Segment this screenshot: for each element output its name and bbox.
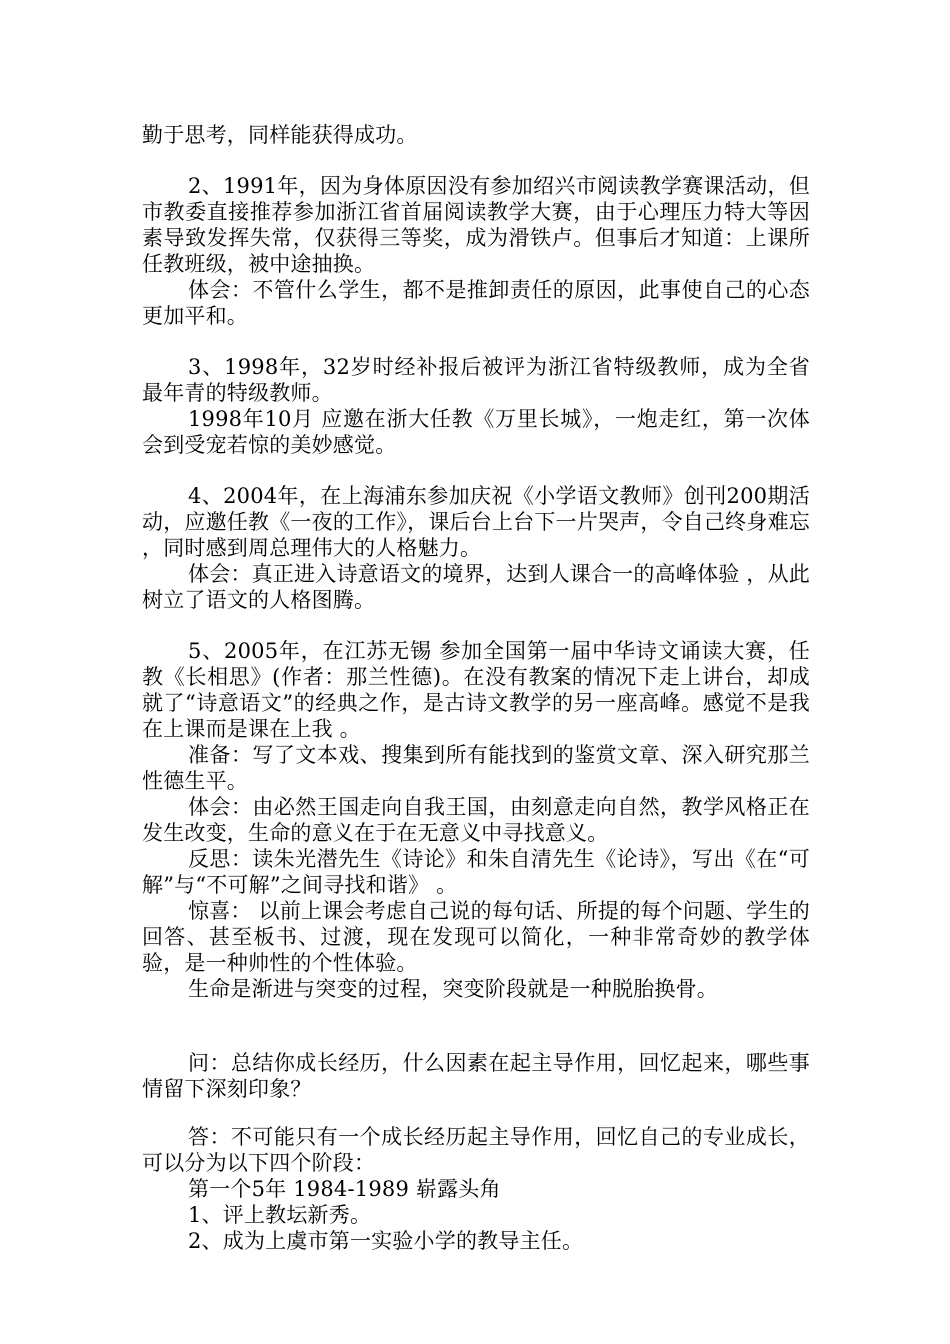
paragraph: 生命是渐进与突变的过程，突变阶段就是一种脱胎换骨。 [188,977,718,1001]
stage-heading: 第一个5年 1984-1989 崭露头角 [188,1177,501,1201]
paragraph: 体会：不管什么学生，都不是推卸责任的原因，此事使自己的心态更加平和。 [142,278,810,328]
paragraph: 5、2005年，在江苏无锡 参加全国第一届中华诗文诵读大赛，任教《长相思》(作者：那兰性德)。在没有教案的情况下走上讲台，却成就了“诗意语文”的经典之作，是古诗文教学的另一座高峰。感觉不是我在上课而是课在上我 。 [142,639,810,741]
paragraph: 勤于思考，同样能获得成功。 [142,123,418,147]
list-item: 2、成为上虞市第一实验小学的教导主任。 [188,1229,584,1253]
paragraph: 4、2004年，在上海浦东参加庆祝《小学语文教师》创刊200期活动，应邀任教《一夜的工作》，课后台上台下一片哭声，令自己终身难忘 ，同时感到周总理伟大的人格魅力。 [142,484,810,560]
answer-paragraph: 答：不可能只有一个成长经历起主导作用，回忆自己的专业成长，可以分为以下四个阶段： [142,1125,810,1175]
paragraph: 反思：读朱光潜先生《诗论》和朱自清先生《论诗》，写出《在“可解”与“不可解”之间寻找和谐》 。 [142,847,810,897]
paragraph: 3、1998年，32岁时经补报后被评为浙江省特级教师，成为全省最年青的特级教师。 [142,355,810,405]
list-item: 1、评上教坛新秀。 [188,1203,372,1227]
paragraph: 惊喜： 以前上课会考虑自己说的每句话、所提的每个问题、学生的回答、甚至板书、过渡，现在发现可以简化，一种非常奇妙的教学体验，是一种帅性的个性体验。 [142,899,810,975]
paragraph: 2、1991年，因为身体原因没有参加绍兴市阅读教学赛课活动，但市教委直接推荐参加浙江省首届阅读教学大赛，由于心理压力特大等因素导致发挥失常，仅获得三等奖，成为滑铁卢。但事后才知道：上课所任教班级，被中途抽换。 [142,174,810,276]
paragraph: 准备：写了文本戏、搜集到所有能找到的鉴赏文章、深入研究那兰性德生平。 [142,743,810,793]
paragraph: 体会：真正进入诗意语文的境界，达到人课合一的高峰体验 ，从此树立了语文的人格图腾。 [142,562,810,612]
question-paragraph: 问：总结你成长经历，什么因素在起主导作用，回忆起来，哪些事情留下深刻印象？ [142,1051,810,1101]
paragraph: 1998年10月 应邀在浙大任教《万里长城》，一炮走红，第一次体会到受宠若惊的美妙感觉。 [142,407,810,457]
paragraph: 体会：由必然王国走向自我王国，由刻意走向自然，教学风格正在发生改变，生命的意义在于在无意义中寻找意义。 [142,795,810,845]
document-body [142,122,810,1254]
